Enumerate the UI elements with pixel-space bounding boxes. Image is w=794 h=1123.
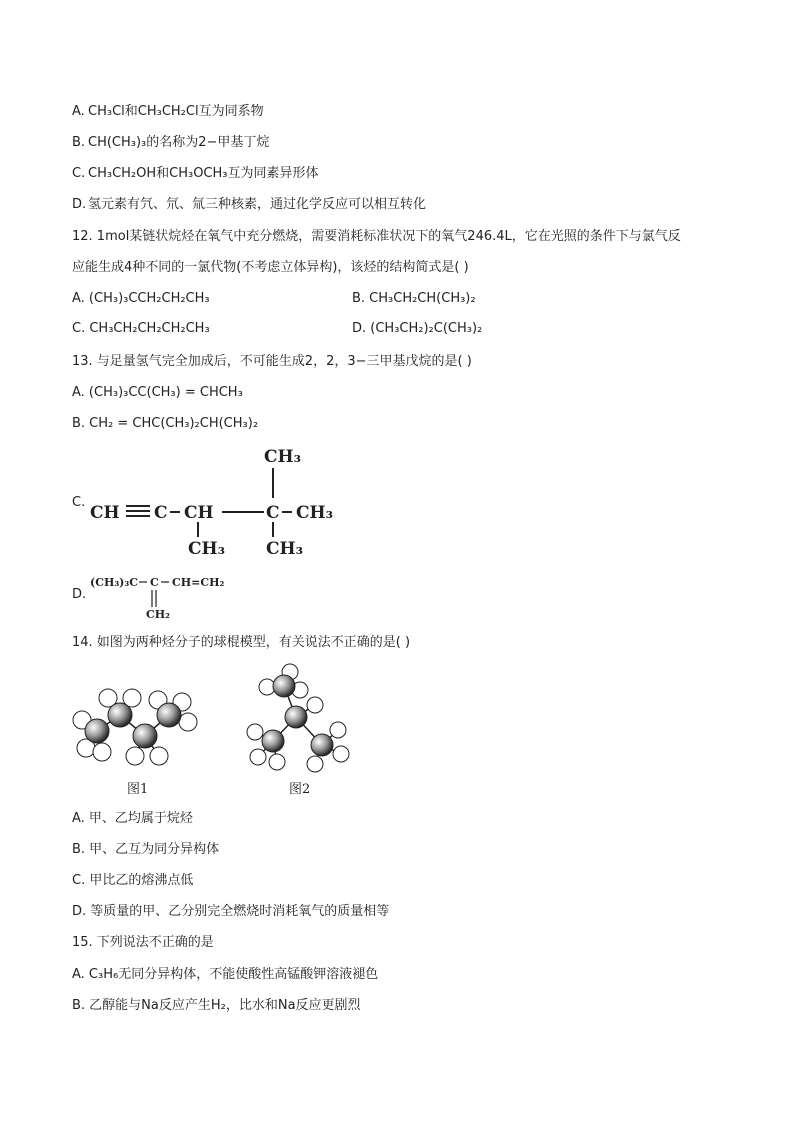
q12-stem-line1: 12. 1mol某链状烷烃在氧气中充分燃烧，需要消耗标准状况下的氧气246.4L，它在光照的条件下与氯气反: [72, 229, 681, 244]
q12-option-b: B. CH₃CH₂CH(CH₃)₂: [352, 291, 476, 306]
q12-option-a: A. (CH₃)₃CCH₂CH₂CH₃: [72, 291, 210, 306]
q13-option-c-structure: [86, 440, 346, 565]
q14-option-c: C. 甲比乙的熔沸点低: [72, 873, 194, 888]
q14-stem: 14. 如图为两种烃分子的球棍模型，有关说法不正确的是( ): [72, 635, 411, 650]
q15-option-b: B. 乙醇能与Na反应产生H₂，比水和Na反应更剧烈: [72, 998, 361, 1013]
q13-stem: 13. 与足量氢气完全加成后，不可能生成2，2，3−三甲基戊烷的是( ): [72, 354, 472, 369]
q11-option-a-text: CH₃Cl和CH₃CH₂Cl互为同系物: [88, 104, 264, 119]
d-struct-rest: CH=CH₂: [172, 576, 225, 589]
c-struct-ch: CH: [90, 503, 120, 523]
c-struct-below1: CH₃: [188, 539, 226, 559]
q14-fig1-caption: 图1: [127, 782, 149, 797]
q12-option-c: C. CH₃CH₂CH₂CH₂CH₃: [72, 321, 210, 336]
q13-option-a: A. (CH₃)₃CC(CH₃) = CHCH₃: [72, 385, 243, 400]
q13-option-d-label: D.: [72, 587, 87, 602]
q11-option-c: C.: [72, 166, 86, 181]
q12-option-d: D. (CH₃CH₂)₂C(CH₃)₂: [352, 321, 483, 336]
q11-option-b: B.: [72, 135, 86, 150]
q15-option-a: A. C₃H₆无同分异构体，不能使酸性高锰酸钾溶液褪色: [72, 967, 379, 982]
q12-stem-line2: 应能生成4种不同的一氯代物(不考虑立体异构)，该烃的结构简式是( ): [72, 260, 469, 275]
q13-option-c-label: C.: [72, 495, 86, 510]
q14-fig2-caption: 图2: [289, 782, 311, 797]
q11-option-b-text: CH(CH₃)₃的名称为2−甲基丁烷: [88, 135, 270, 150]
q13-option-b: B. CH₂ = CHC(CH₃)₂CH(CH₃)₂: [72, 416, 259, 431]
c-struct-c1: C: [154, 503, 168, 523]
q13-option-d-structure: [88, 570, 248, 622]
c-struct-top: CH₃: [264, 447, 302, 467]
c-struct-right: CH₃: [296, 503, 334, 523]
d-struct-c: C: [150, 576, 159, 589]
q11-option-c-text: CH₃CH₂OH和CH₃OCH₃互为同素异形体: [88, 166, 319, 181]
q14-figure-1: [68, 660, 243, 780]
q14-option-b: B. 甲、乙互为同分异构体: [72, 842, 220, 857]
c-struct-below2: CH₃: [266, 539, 304, 559]
c-struct-c2: CH: [184, 503, 214, 523]
d-struct-below: CH₂: [146, 608, 170, 621]
q14-option-a: A. 甲、乙均属于烷烃: [72, 811, 193, 826]
q11-option-a: A.: [72, 104, 85, 119]
q14-option-d: D. 等质量的甲、乙分别完全燃烧时消耗氧气的质量相等: [72, 904, 390, 919]
q11-option-d-text: 氢元素有氕、氘、氚三种核素，通过化学反应可以相互转化: [88, 197, 427, 212]
q15-stem: 15. 下列说法不正确的是: [72, 935, 214, 950]
c-struct-c3: C: [266, 503, 280, 523]
d-struct-left: (CH₃)₃C: [90, 576, 138, 589]
q11-option-d: D.: [72, 197, 87, 212]
q14-figure-2: [240, 660, 360, 780]
